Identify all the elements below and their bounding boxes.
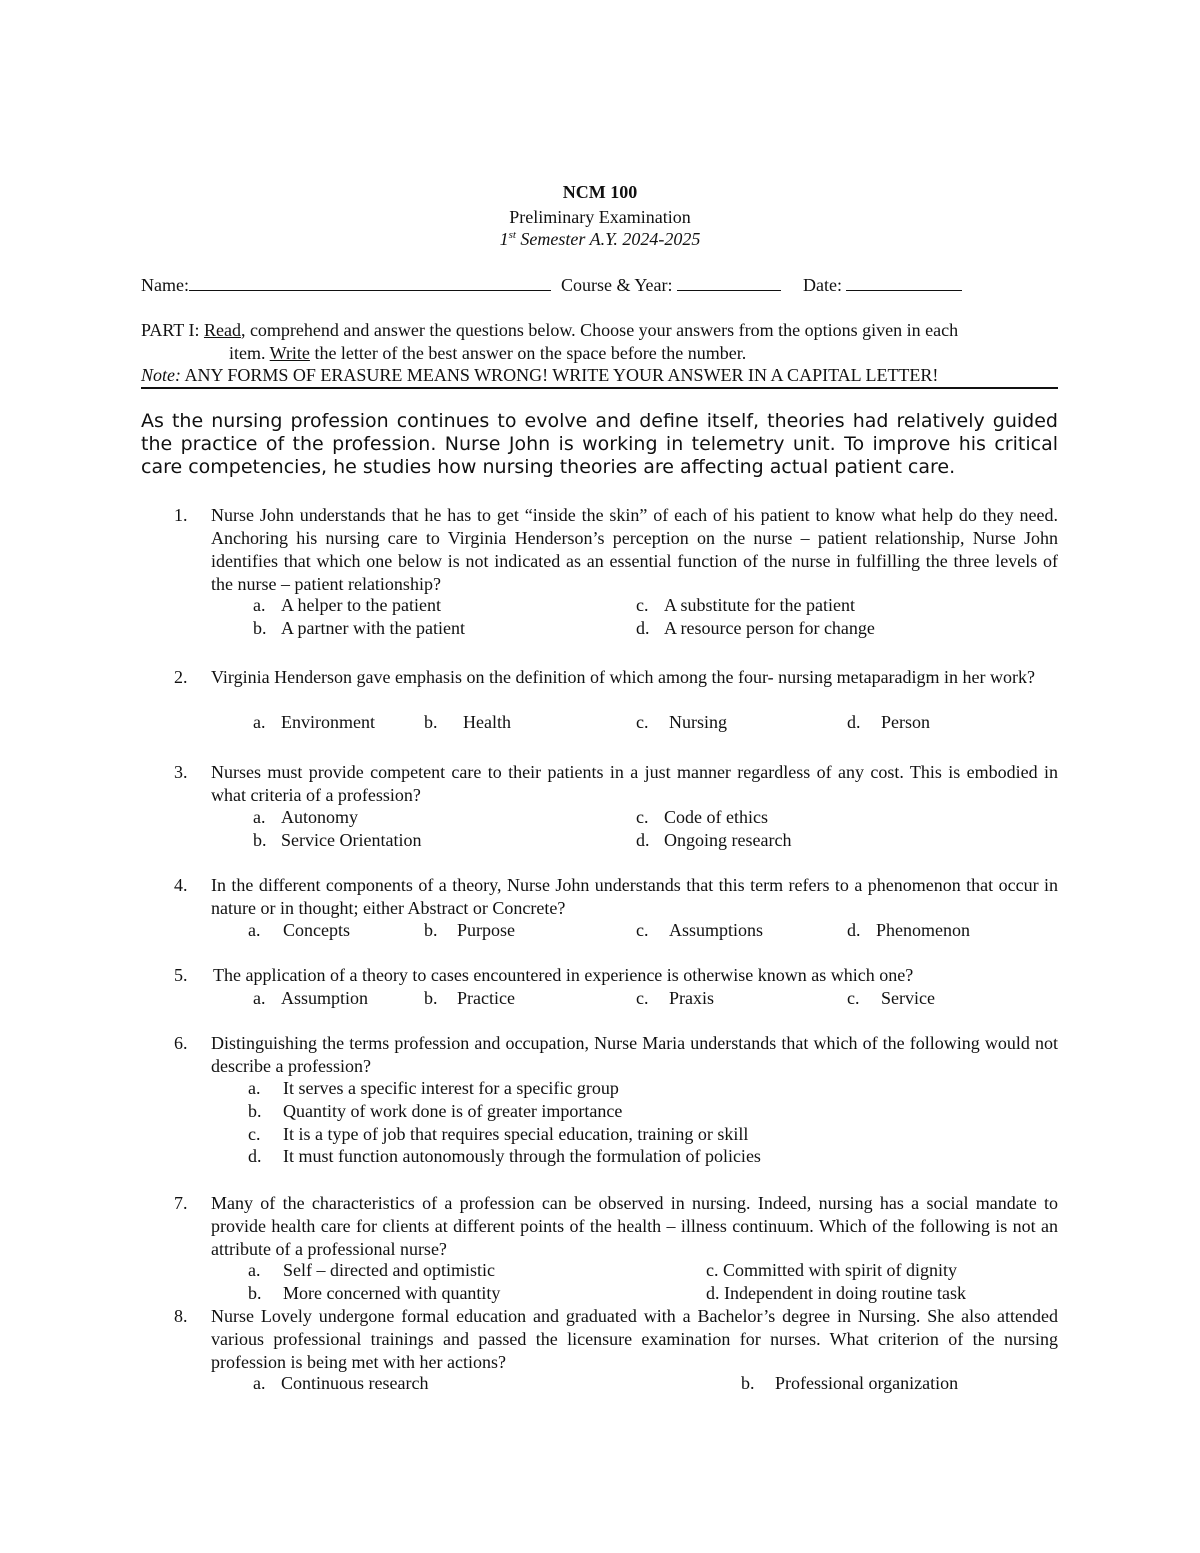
note-line: Note: ANY FORMS OF ERASURE MEANS WRONG! WRITE YOUR ANSWER IN A CAPITAL LETTER! bbox=[141, 365, 939, 385]
question-number: 4. bbox=[174, 875, 188, 895]
option-text: Practice bbox=[457, 988, 515, 1008]
option-text: A substitute for the patient bbox=[664, 595, 855, 615]
course-year-field[interactable]: Course & Year: bbox=[561, 274, 781, 297]
option-text: d. Independent in doing routine task bbox=[706, 1283, 966, 1303]
option-letter: c. bbox=[636, 595, 649, 615]
option-text: Praxis bbox=[669, 988, 714, 1008]
question-number: 6. bbox=[174, 1033, 188, 1053]
question-number: 2. bbox=[174, 667, 188, 687]
question-number: 1. bbox=[174, 505, 188, 525]
option-letter: a. bbox=[253, 595, 266, 615]
question-text: In the different components of a theory, Nurse John understands that this term refers to a phenomenon that occur in nature or in thought; either Abstract or Concrete? bbox=[211, 875, 1058, 918]
option-text: It must function autonomously through the formulation of policies bbox=[283, 1146, 761, 1166]
option-letter: a. bbox=[253, 712, 266, 732]
option-text: Health bbox=[463, 712, 511, 732]
option-letter: a. bbox=[248, 1078, 261, 1098]
option-text: Phenomenon bbox=[876, 920, 970, 940]
option-text: Ongoing research bbox=[664, 830, 792, 850]
question-text: Nurse John understands that he has to get “inside the skin” of each of his patient to know what help do they need. Anchoring his nursing care to Virginia Henderson’s perception on the nurse – patient relationship, Nurse John identifies that which one below is not indicated as an essential function of the nurse in fulfilling the three levels of the nurse – patient relationship? bbox=[211, 505, 1058, 594]
option-letter: c. bbox=[248, 1124, 261, 1144]
option-letter: c. bbox=[636, 712, 649, 732]
option-text: A resource person for change bbox=[664, 618, 875, 638]
option-letter: c. bbox=[636, 807, 649, 827]
option-text: Assumptions bbox=[669, 920, 764, 940]
name-field[interactable]: Name: bbox=[141, 274, 551, 297]
instructions-line-2: item. Write the letter of the best answer on the space before the number. bbox=[229, 343, 747, 363]
option-letter: b. bbox=[424, 920, 438, 940]
question-text: Nurse Lovely undergone formal education and graduated with a Bachelor’s degree in Nursing. She also attended various professional trainings and passed the licensure examination for nurses. What criterion of the nursing profession is being met with her actions? bbox=[211, 1306, 1058, 1372]
option-text: Environment bbox=[281, 712, 375, 732]
option-letter: c. bbox=[636, 920, 649, 940]
question-number: 3. bbox=[174, 762, 188, 782]
option-text: Concepts bbox=[283, 920, 350, 940]
option-text: Code of ethics bbox=[664, 807, 768, 827]
option-letter: c. bbox=[847, 988, 860, 1008]
option-letter: b. bbox=[424, 712, 438, 732]
semester-line: 1st Semester A.Y. 2024-2025 bbox=[499, 229, 701, 249]
option-letter: b. bbox=[424, 988, 438, 1008]
option-text: A helper to the patient bbox=[281, 595, 441, 615]
instructions-line-1: PART I: Read, comprehend and answer the questions below. Choose your answers from the options given in each bbox=[141, 320, 959, 340]
option-text: Purpose bbox=[457, 920, 515, 940]
question-text: Nurses must provide competent care to their patients in a just manner regardless of any cost. This is embodied in what criteria of a profession? bbox=[211, 762, 1058, 805]
option-letter: b. bbox=[248, 1101, 262, 1121]
option-text: Person bbox=[881, 712, 930, 732]
option-letter: a. bbox=[253, 988, 266, 1008]
option-text: Nursing bbox=[669, 712, 727, 732]
option-letter: a. bbox=[248, 1260, 261, 1280]
option-text: A partner with the patient bbox=[281, 618, 465, 638]
question-number: 8. bbox=[174, 1306, 188, 1326]
option-letter: a. bbox=[253, 807, 266, 827]
option-letter: d. bbox=[636, 830, 650, 850]
option-letter: c. bbox=[636, 988, 649, 1008]
option-text: Assumption bbox=[281, 988, 369, 1008]
question-text: The application of a theory to cases encountered in experience is otherwise known as which one? bbox=[213, 965, 914, 985]
question-number: 5. bbox=[174, 965, 188, 985]
option-letter: b. bbox=[253, 618, 267, 638]
option-text: c. Committed with spirit of dignity bbox=[706, 1260, 957, 1280]
option-letter: d. bbox=[636, 618, 650, 638]
option-text: More concerned with quantity bbox=[283, 1283, 501, 1303]
intro-paragraph: As the nursing profession continues to evolve and define itself, theories had relatively guided the practice of the profession. Nurse John is working in telemetry unit. To improve his critical care competencies, he studies how nursing theories are affecting actual patient care. bbox=[141, 410, 1058, 478]
option-letter: b. bbox=[253, 830, 267, 850]
option-text: Professional organization bbox=[775, 1373, 959, 1393]
option-text: Quantity of work done is of greater importance bbox=[283, 1101, 623, 1121]
option-letter: a. bbox=[248, 920, 261, 940]
option-text: Self – directed and optimistic bbox=[283, 1260, 495, 1280]
question-number: 7. bbox=[174, 1193, 188, 1213]
option-text: It is a type of job that requires special education, training or skill bbox=[283, 1124, 749, 1144]
option-letter: d. bbox=[248, 1146, 262, 1166]
divider-rule bbox=[141, 387, 1058, 389]
question-text: Distinguishing the terms profession and occupation, Nurse Maria understands that which of the following would not describe a profession? bbox=[211, 1033, 1058, 1076]
option-text: Service bbox=[881, 988, 935, 1008]
date-field[interactable]: Date: bbox=[803, 274, 962, 297]
option-letter: d. bbox=[847, 920, 861, 940]
question-text: Many of the characteristics of a profession can be observed in nursing. Indeed, nursing has a social mandate to provide health care for clients at different points of the health – illness continuum. Which of the following is not an attribute of a professional nurse? bbox=[211, 1193, 1058, 1259]
option-text: Continuous research bbox=[281, 1373, 429, 1393]
option-letter: d. bbox=[847, 712, 861, 732]
option-text: Service Orientation bbox=[281, 830, 422, 850]
exam-title: Preliminary Examination bbox=[509, 207, 691, 227]
option-letter: a. bbox=[253, 1373, 266, 1393]
option-letter: b. bbox=[248, 1283, 262, 1303]
question-text: Virginia Henderson gave emphasis on the definition of which among the four- nursing metaparadigm in her work? bbox=[211, 667, 1036, 687]
option-letter: b. bbox=[741, 1373, 755, 1393]
course-title: NCM 100 bbox=[562, 182, 638, 202]
option-text: Autonomy bbox=[281, 807, 359, 827]
option-text: It serves a specific interest for a specific group bbox=[283, 1078, 619, 1098]
